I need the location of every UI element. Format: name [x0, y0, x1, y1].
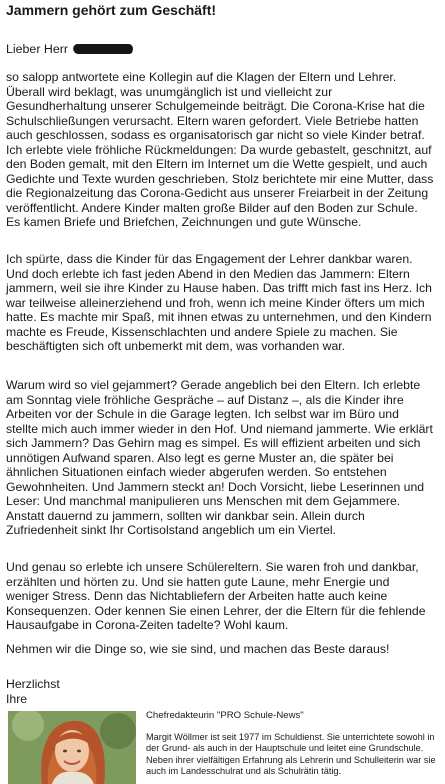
greeting	[6, 42, 133, 57]
body-paragraph-5: Nehmen wir die Dinge so, wie sie sind, und machen das Beste daraus!	[6, 642, 390, 656]
author-portrait-photo	[8, 711, 136, 784]
author-role: Chefredakteurin "PRO Schule-News"	[146, 710, 304, 721]
body-paragraph-2: Ich spürte, dass die Kinder für das Engagement der Lehrer dankbar waren. Und doch erlebte ich fast jeden Abend in den Medien das Jammern: Eltern jammern, weil sie ihre Kinder zu Hause haben. Das trifft mich fast ins Herz. Ich war teilweise alleinerziehend und froh, wenn ich meine Kinder öfters um mich hatte. Es machte mir Spaß, mit ihnen etwas zu unternehmen, und den Kindern machte es Freude, Kissenschlachten und andere Spiele zu machen. Sie beschäftigten sich oft unbemerkt mit dem, was vorhanden war.	[6, 252, 432, 353]
body-paragraph-1: so salopp antwortete eine Kollegin auf die Klagen der Eltern und Lehrer. Überall wird beklagt, was unumgänglich ist und vielleicht zur Gesundherhaltung unserer Schulgemeinde beiträgt. Die Corona-Krise hat die Schulschließungen verursacht. Eltern waren gefordert. Viele Betriebe hatten auch geschlossen, sodass es organisatorisch gar nicht so viele Kinder betraf. Ich erlebte viele fröhliche Rückmeldungen: Da wurde gebastelt, geschnitzt, auf den Boden gemalt, mit den Eltern im Internet um die Wette gespielt, und auch Gedichte und Texte wurden geschrieben. Stolz berichtete mir eine Mutter, dass die Regionalzeitung das Corona-Gedicht aus unserer Freiarbeit in der Zeitung veröffentlicht. Andere Kinder malten große Bilder auf den Boden zur Schule. Es kamen Briefe und Briefchen, Zeichnungen und gute Wünsche.	[6, 70, 434, 229]
closing-salutation: Herzlichst	[6, 677, 60, 691]
body-paragraph-4: Und genau so erlebte ich unsere Schülereltern. Sie waren froh und dankbar, erzählten und hörten zu. Und sie hatten gute Laune, mehr Energie und weniger Stress. Denn das Nichtabliefern der Arbeiten hatte auch keine Konsequenzen. Oder kennen Sie einen Lehrer, der die Eltern für die fehlende Hausaufgabe in Corona-Zeiten tadelte? Wohl kaum.	[6, 560, 426, 632]
redacted-name-mark	[72, 44, 134, 54]
author-box	[8, 708, 440, 784]
closing-signoff: Ihre	[6, 691, 28, 706]
body-paragraph-3: Warum wird so viel gejammert? Gerade angeblich bei den Eltern. Ich erlebte am Sonntag viele fröhliche Gespräche – auf Distanz –, als die Kinder ihre Arbeiten vor der Schule in die Garage legten. Ich selbst war im Büro und stellte mich auch immer wieder in den Hof. Und niemand jammerte. Wie erklärt sich Jammern? Das Gehirn mag es simpel. Es will effizient arbeiten und sich unnötigen Aufwand sparen. Also legt es gerne Muster an, die später bei ähnlichen Situationen einfach wieder abgerufen werden. So entstehen Gewohnheiten. Und Jammern steckt an! Doch Vorsicht, liebe Leserinnen und Leser: Und manchmal manipulieren uns Menschen mit dem Gejammere. Anstatt dauernd zu jammern, sollten wir dankbar sein. Allein durch Zufriedenheit sinkt Ihr Cortisolstand angeblich um ein Viertel.	[6, 378, 433, 537]
portrait-icon	[8, 711, 136, 784]
author-bio: Margit Wöllmer ist seit 1977 im Schuldienst. Sie unterrichtete sowohl in der Grund- als auch in der Hauptschule und leitet eine Grundschule. Neben ihrer vielfältigen Erfahrung als Lehrerin und Schulleiterin war sie auch im Landesschulrat und als Schulrätin tätig.	[146, 732, 436, 777]
greeting-text: Lieber Herr	[6, 42, 68, 56]
closing	[6, 677, 434, 706]
article-title: Jammern gehört zum Geschäft!	[6, 2, 217, 18]
